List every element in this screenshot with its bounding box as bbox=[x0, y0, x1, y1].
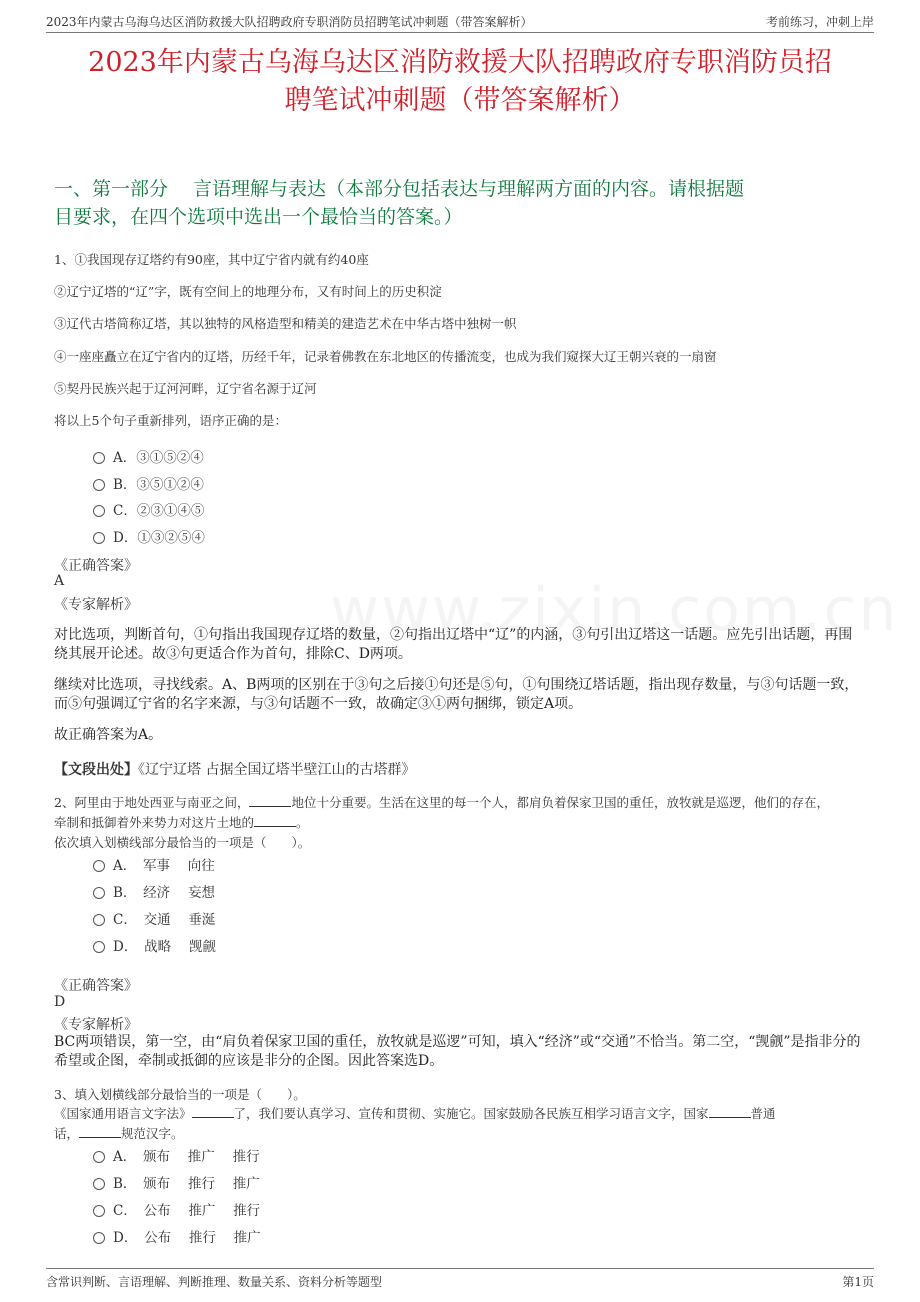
fill-blank bbox=[192, 1105, 234, 1118]
q2-option-b-label: B． 经济 妄想 bbox=[113, 885, 215, 901]
q1-analysis-paragraph-3: 故正确答案为A。 bbox=[54, 727, 163, 743]
page-footer bbox=[46, 1268, 874, 1289]
header-doc-title: 2023年内蒙古乌海乌达区消防救援大队招聘政府专职消防员招聘笔试冲刺题（带答案解析） bbox=[46, 15, 533, 29]
q2-answer-label: 《正确答案》 bbox=[54, 978, 138, 994]
q1-option-b-label: B．③⑤①②④ bbox=[113, 477, 204, 493]
radio-icon[interactable] bbox=[93, 914, 105, 926]
q3-option-b-label: B． 颁布 推行 推广 bbox=[113, 1176, 260, 1192]
q1-sentence-4: ④一座座矗立在辽宁省内的辽塔，历经千年，记录着佛教在东北地区的传播流变，也成为我们窥探大辽王朝兴衰的一扇窗 bbox=[54, 349, 717, 364]
q2-answer: D bbox=[54, 994, 66, 1010]
q1-sentence-5: ⑤契丹民族兴起于辽河河畔，辽宁省名源于辽河 bbox=[54, 381, 317, 396]
section-heading bbox=[54, 175, 864, 231]
radio-icon[interactable] bbox=[93, 1178, 105, 1190]
title-line-2: 聘笔试冲刺题（带答案解析） bbox=[284, 85, 636, 116]
q1-source-label: 【文段出处】 bbox=[54, 762, 138, 778]
title-line-1: 2023年内蒙古乌海乌达区消防救援大队招聘政府专职消防员招 bbox=[88, 47, 832, 78]
q1-source-title: 《辽宁辽塔 占据全国辽塔半壁江山的古塔群》 bbox=[138, 762, 416, 778]
q1-analysis-paragraph-2: 继续对比选项，寻找线索。A、B两项的区别在于③句之后接①句还是⑤句，①句围绕辽塔话题，指出现存数量，与③句话题一致，而⑤句强调辽宁省的名字来源，与③句话题不一致，故确定③①两句捆绑，锁定A项。 bbox=[54, 677, 859, 712]
page-number: 第1页 bbox=[842, 1275, 874, 1289]
q1-option-d[interactable] bbox=[93, 526, 205, 546]
q1-sentence-3: ③辽代古塔简称辽塔，其以独特的风格造型和精美的建造艺术在中华古塔中独树一帜 bbox=[54, 316, 517, 331]
q3-option-a[interactable] bbox=[93, 1145, 260, 1165]
q3-option-d[interactable] bbox=[93, 1226, 261, 1246]
fill-blank bbox=[254, 814, 296, 827]
page-title bbox=[46, 44, 874, 120]
radio-icon[interactable] bbox=[93, 505, 105, 517]
q1-option-c-label: C．②③①④⑤ bbox=[113, 503, 205, 519]
q3-stem-part-2: 了，我们要认真学习、宣传和贯彻、实施它。国家鼓励各民族互相学习语言文字，国家 bbox=[233, 1106, 709, 1121]
radio-icon[interactable] bbox=[93, 532, 105, 544]
q2-option-d-label: D． 战略 觊觎 bbox=[113, 939, 216, 955]
radio-icon[interactable] bbox=[93, 860, 105, 872]
q1-answer-label: 《正确答案》 bbox=[54, 558, 138, 574]
page-header bbox=[46, 10, 874, 33]
fill-blank bbox=[709, 1105, 751, 1118]
q3-stem-part-1: 《国家通用语言文字法》 bbox=[54, 1106, 192, 1121]
q2-stem-line-2 bbox=[54, 813, 309, 831]
radio-icon[interactable] bbox=[93, 1232, 105, 1244]
q1-option-c[interactable] bbox=[93, 499, 204, 519]
q1-analysis-label: 《专家解析》 bbox=[54, 597, 138, 613]
q2-option-a[interactable] bbox=[93, 854, 215, 874]
q2-option-b[interactable] bbox=[93, 881, 215, 901]
q2-option-c-label: C． 交通 垂涎 bbox=[113, 912, 216, 928]
footer-topics: 含常识判断、言语理解、判断推理、数量关系、资料分析等题型 bbox=[46, 1275, 383, 1289]
q3-stem-part-4: 话， bbox=[54, 1126, 80, 1141]
q1-option-a[interactable] bbox=[93, 446, 204, 466]
header-slogan: 考前练习，冲刺上岸 bbox=[765, 15, 874, 29]
radio-icon[interactable] bbox=[93, 941, 105, 953]
q3-stem-line-1 bbox=[54, 1104, 776, 1122]
q3-option-d-label: D． 公布 推行 推广 bbox=[113, 1230, 261, 1246]
q3-prompt: 3、填入划横线部分最恰当的一项是（ ）。 bbox=[54, 1087, 306, 1102]
q2-prompt: 依次填入划横线部分最恰当的一项是（ ）。 bbox=[54, 835, 311, 850]
q1-sentence-1: 1、①我国现存辽塔约有90座，其中辽宁省内就有约40座 bbox=[54, 252, 369, 267]
q3-option-b[interactable] bbox=[93, 1172, 260, 1192]
radio-icon[interactable] bbox=[93, 479, 105, 491]
q1-option-b[interactable] bbox=[93, 473, 204, 493]
q3-option-c-label: C． 公布 推广 推行 bbox=[113, 1203, 261, 1219]
q1-source bbox=[54, 759, 415, 779]
q3-option-a-label: A． 颁布 推广 推行 bbox=[113, 1149, 260, 1165]
q2-option-c[interactable] bbox=[93, 908, 215, 928]
q2-stem-part-1: 2、阿里由于地处西亚与南亚之间， bbox=[54, 795, 250, 810]
radio-icon[interactable] bbox=[93, 1151, 105, 1163]
q2-stem-part-2: 地位十分重要。生活在这里的每一个人，都肩负着保家卫国的重任，放牧就是巡逻，他们的存在， bbox=[291, 795, 829, 810]
section-heading-line-1: 一、第一部分 言语理解与表达（本部分包括表达与理解两方面的内容。请根据题 bbox=[54, 178, 745, 200]
q2-option-d[interactable] bbox=[93, 935, 216, 955]
radio-icon[interactable] bbox=[93, 1205, 105, 1217]
q1-sentence-2: ②辽宁辽塔的“辽”字，既有空间上的地理分布，又有时间上的历史积淀 bbox=[54, 284, 442, 299]
q2-stem-line-1 bbox=[54, 793, 829, 811]
radio-icon[interactable] bbox=[93, 452, 105, 464]
section-heading-line-2: 目要求，在四个选项中选出一个最恰当的答案。） bbox=[54, 206, 463, 228]
q1-option-a-label: A．③①⑤②④ bbox=[113, 450, 204, 466]
fill-blank bbox=[79, 1125, 121, 1138]
q2-analysis-label: 《专家解析》 bbox=[54, 1017, 138, 1033]
q2-stem-part-3: 牵制和抵御着外来势力对这片土地的 bbox=[54, 815, 255, 830]
fill-blank bbox=[249, 794, 291, 807]
q1-option-d-label: D．①③②⑤④ bbox=[113, 530, 205, 546]
q3-stem-part-3: 普通 bbox=[750, 1106, 776, 1121]
q2-stem-part-4: 。 bbox=[296, 815, 309, 830]
q1-analysis-paragraph-1: 对比选项，判断首句，①句指出我国现存辽塔的数量，②句指出辽塔中“辽”的内涵，③句引出辽塔这一话题。应先引出话题，再围绕其展开论述。故③句更适合作为首句，排除C、D两项。 bbox=[54, 627, 853, 662]
q3-stem-line-2 bbox=[54, 1124, 184, 1142]
q3-stem-part-5: 规范汉字。 bbox=[121, 1126, 184, 1141]
q1-answer: A bbox=[54, 573, 65, 589]
q3-option-c[interactable] bbox=[93, 1199, 260, 1219]
q2-option-a-label: A． 军事 向往 bbox=[113, 858, 215, 874]
radio-icon[interactable] bbox=[93, 887, 105, 899]
q2-analysis: BC两项错误，第一空，由“肩负着保家卫国的重任，放牧就是巡逻”可知，填入“经济”或“交通”不恰当。第二空，“觊觎”是指非分的希望或企图，牵制或抵御的应该是非分的企图。因此答案选D。 bbox=[54, 1034, 861, 1069]
q1-prompt: 将以上5个句子重新排列，语序正确的是： bbox=[54, 413, 287, 428]
